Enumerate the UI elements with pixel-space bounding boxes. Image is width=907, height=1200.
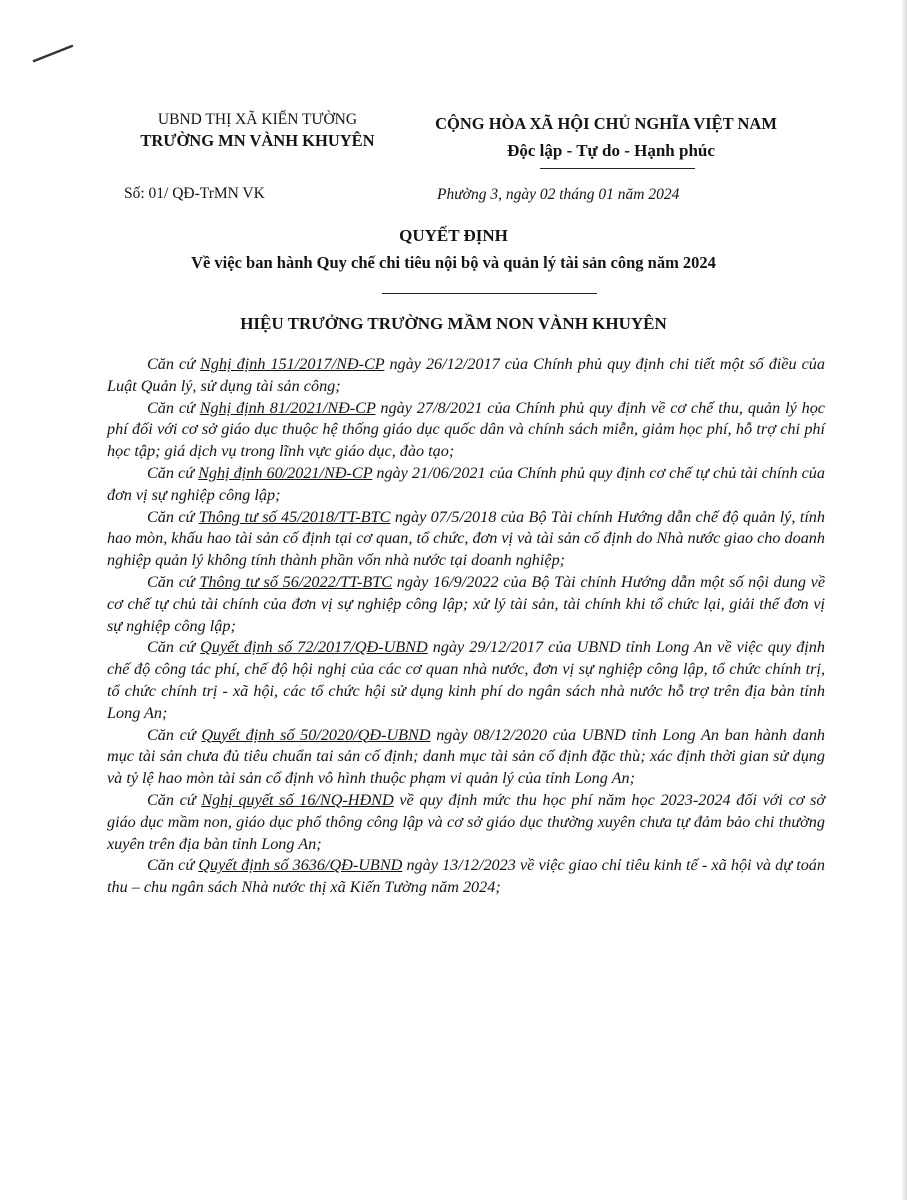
legal-reference: Thông tư số 56/2022/TT-BTC (199, 572, 393, 591)
legal-reference: Nghị định 60/2021/NĐ-CP (198, 463, 373, 482)
motto-underline (540, 168, 695, 169)
decision-subtitle: Về việc ban hành Quy chế chi tiêu nội bộ và quản lý tài sản công năm 2024 (191, 253, 716, 272)
legal-basis-paragraph: Căn cứ Thông tư số 56/2022/TT-BTC ngày 16/9/2022 của Bộ Tài chính Hướng dẫn một số nội dung về cơ chế tự chủ tài chính của đơn vị sự nghiệp công lập; xử lý tài sản, tài chính khi tổ chức lại, giải thể đơn vị sự nghiệp công lập; (107, 572, 826, 635)
legal-reference: Nghị quyết số 16/NQ-HĐND (201, 790, 394, 809)
legal-basis-paragraph: Căn cứ Nghị định 151/2017/NĐ-CP ngày 26/12/2017 của Chính phủ quy định chi tiết một số điều của Luật Quản lý, sử dụng tài sản công; (107, 355, 825, 395)
legal-basis-paragraph: Căn cứ Nghị định 81/2021/NĐ-CP ngày 27/8/2021 của Chính phủ quy định về cơ chế thu, quản lý học phí đối với cơ sở giáo dục thuộc hệ thống giáo dục quốc dân và chính sách miễn, giảm học phí, hỗ trợ chi phí học tập; giá dịch vụ trong lĩnh vực giáo dục, đào tạo; (107, 398, 825, 461)
legal-basis-paragraph: Căn cứ Nghị quyết số 16/NQ-HĐND về quy định mức thu học phí năm học 2023-2024 đối với cơ sở giáo dục mầm non, giáo dục phổ thông công lập và cơ sở giáo dục thường xuyên chưa tự đảm bảo chi thường xuyên trên địa bàn tỉnh Long An; (107, 790, 826, 853)
legal-basis-paragraph: Căn cứ Quyết định số 72/2017/QĐ-UBND ngày 29/12/2017 của UBND tỉnh Long An về việc quy định chế độ công tác phí, chế độ hội nghị của các cơ quan nhà nước, đơn vị sự nghiệp công lập, tổ chức chính trị, tổ chức chính trị - xã hội, các tổ chức hội sử dụng kinh phí do ngân sách nhà nước hỗ trợ trên địa bàn tỉnh Long An; (107, 638, 825, 722)
issuing-authority: HIỆU TRƯỞNG TRƯỜNG MẦM NON VÀNH KHUYÊN (240, 314, 667, 333)
scan-edge-shadow (901, 0, 907, 1200)
agency-name: UBND THỊ XÃ KIẾN TƯỜNG (157, 111, 358, 128)
legal-reference: Nghị định 151/2017/NĐ-CP (200, 355, 385, 373)
header-right (420, 113, 792, 162)
scan-pen-mark (0, 0, 80, 70)
document-number: Số: 01/ QĐ-TrMN VK (124, 185, 265, 202)
legal-basis-paragraph: Căn cứ Quyết định số 50/2020/QĐ-UBND ngày 08/12/2020 của UBND tỉnh Long An ban hành danh mục tài sản chưa đủ tiêu chuẩn tai sản cố định; danh mục tài sản cố định đặc thù; xác định thời gian sử dụng và tỷ lệ hao mòn tài sản cố định vô hình thuộc phạm vi quản lý của tỉnh Long An; (107, 725, 826, 788)
legal-reference: Quyết định số 72/2017/QĐ-UBND (200, 638, 428, 657)
legal-reference: Quyết định số 50/2020/QĐ-UBND (201, 725, 431, 744)
legal-basis-paragraph: Căn cứ Nghị định 60/2021/NĐ-CP ngày 21/06/2021 của Chính phủ quy định cơ chế tự chủ tài chính của đơn vị sự nghiệp công lập; (107, 463, 825, 504)
legal-reference: Quyết định số 3636/QĐ-UBND (198, 856, 403, 875)
school-name: TRƯỜNG MN VÀNH KHUYÊN (140, 131, 375, 150)
legal-basis-paragraph: Căn cứ Quyết định số 3636/QĐ-UBND ngày 13/12/2023 về việc giao chỉ tiêu kinh tế - xã hội và dự toán thu – chu ngân sách Nhà nước thị xã Kiến Tường năm 2024; (107, 856, 825, 897)
national-motto: Độc lập - Tự do - Hạnh phúc (507, 141, 715, 160)
title-divider (382, 293, 597, 294)
legal-bases (107, 354, 825, 899)
legal-reference: Nghị định 81/2021/NĐ-CP (199, 398, 376, 417)
decision-title: QUYẾT ĐỊNH (399, 226, 508, 245)
country-name: CỘNG HÒA XÃ HỘI CHỦ NGHĨA VIỆT NAM (435, 114, 777, 133)
legal-reference: Thông tư số 45/2018/TT-BTC (198, 507, 391, 526)
place-date: Phường 3, ngày 02 tháng 01 năm 2024 (437, 186, 680, 203)
header-left (105, 109, 410, 152)
legal-basis-paragraph: Căn cứ Thông tư số 45/2018/TT-BTC ngày 07/5/2018 của Bộ Tài chính Hướng dẫn chế độ quản lý, tính hao mòn, khấu hao tài sản cố định tại cơ quan, tổ chức, đơn vị và tài sản cố định do Nhà nước giao cho doanh nghiệp quản lý không tính thành phần vốn nhà nước tại doanh nghiệp; (107, 507, 825, 570)
